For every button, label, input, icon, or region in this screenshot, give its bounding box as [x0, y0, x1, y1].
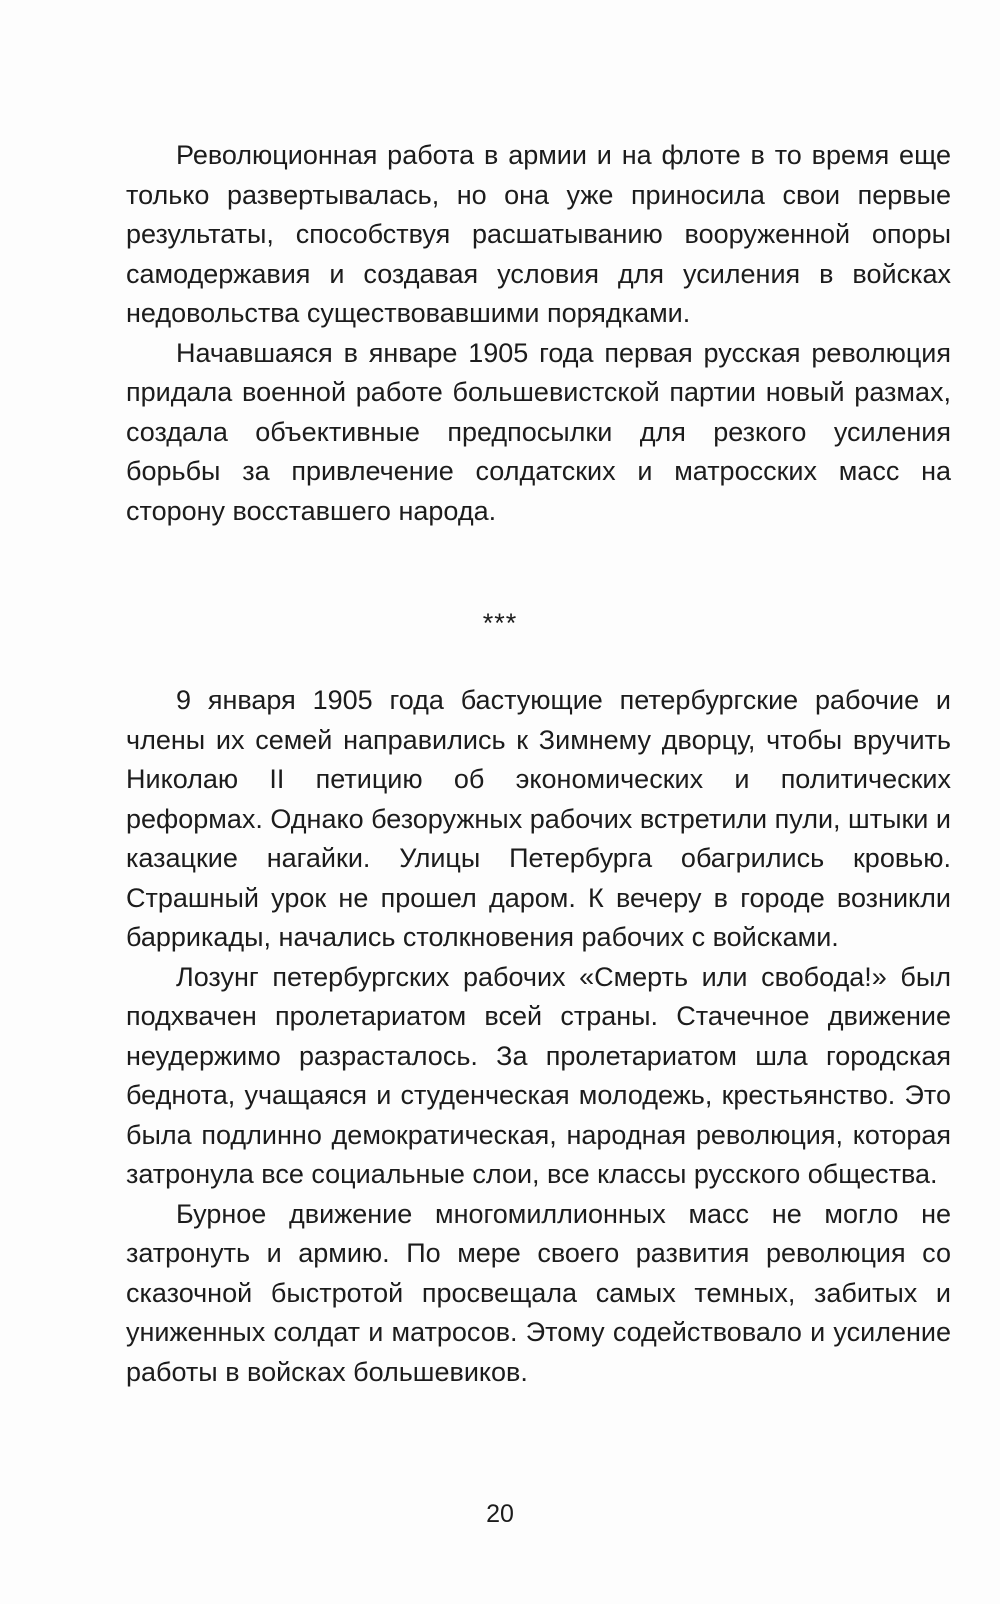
paragraph: Революционная работа в армии и на флоте в то время еще только развертывалась, но она уже приносила свои первые результаты, способствуя расшатыванию вооруженной опоры самодержавия и создавая условия для усиления в войсках недовольства существовавшими порядками. — [126, 140, 951, 328]
paragraph: Начавшаяся в январе 1905 года первая русская революция придала военной работе большевистской партии новый размах, создала объективные предпосылки для резкого усиления борьбы за привлечение солдатских и матросских масс на сторону восставшего народа. — [126, 337, 951, 526]
paragraph: Бурное движение многомиллионных масс не могло не затронуть и армию. По мере своего развития революция со сказочной быстротой просвещала самых темных, забитых и униженных солдат и матросов. Этому содействовало и усиление работы в войсках большевиков. — [126, 1198, 951, 1387]
page-number: 20 — [486, 1500, 514, 1528]
section-two — [126, 681, 951, 1392]
section-one — [126, 136, 951, 531]
section-separator: *** — [482, 608, 518, 638]
paragraph: Лозунг петербургских рабочих «Смерть или свобода!» был подхвачен пролетариатом всей страны. Стачечное движение неудержимо разрасталось. За пролетариатом шла городская беднота, учащаяся и студенческая молодежь, крестьянство. Это была подлинно демократическая, народная революция, которая затронула все социальные слои, все классы русского общества. — [126, 961, 951, 1189]
paragraph: 9 января 1905 года бастующие петербургские рабочие и члены их семей направились к Зимнему дворцу, чтобы вручить Николаю II петицию об экономических и политических реформах. Однако безоружных рабочих встретили пули, штыки и казацкие нагайки. Улицы Петербурга обагрились кровью. Страшный урок не прошел даром. К вечеру в городе возникли баррикады, начались столкновения рабочих с войсками. — [126, 685, 951, 952]
